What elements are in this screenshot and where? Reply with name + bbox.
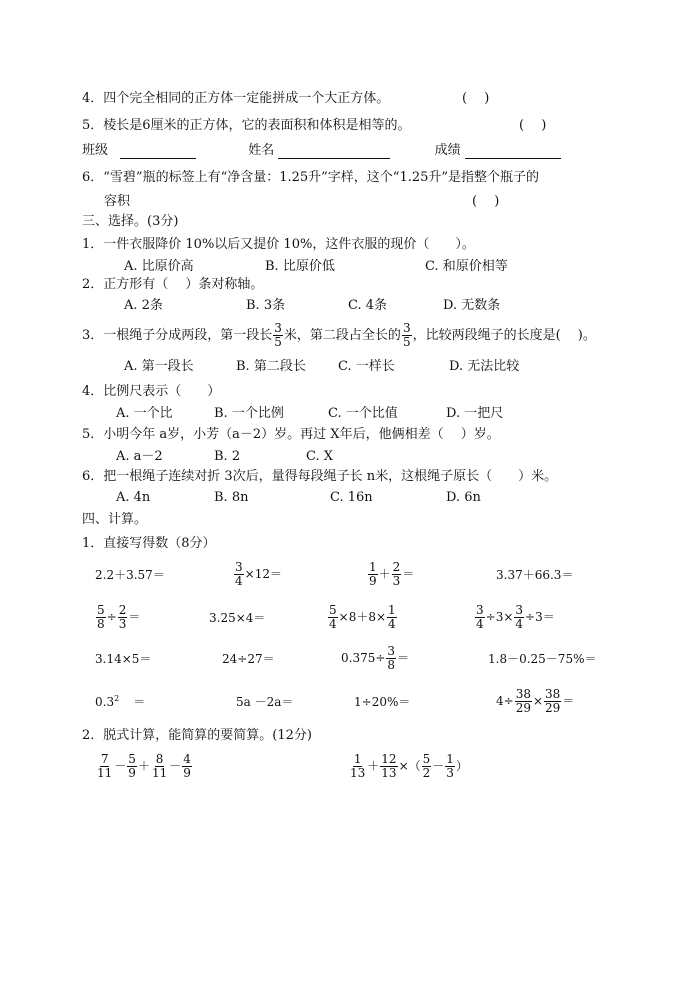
- step-calc-s1: [95, 752, 193, 780]
- numerator: 1: [369, 560, 377, 574]
- choice-q3-stem: [82, 322, 596, 350]
- judge-q4-text: 4．四个完全相同的正方体一定能拼成一个大正方体。: [82, 91, 390, 106]
- denominator: 5: [402, 335, 411, 349]
- operator: ＋: [367, 759, 380, 773]
- name-field[interactable]: [278, 144, 390, 159]
- numerator: 1: [353, 752, 362, 766]
- direct-calc-r1-c2: [233, 560, 282, 588]
- direct-calc-heading: 1．直接写得数（8分）: [82, 536, 216, 551]
- direct-calc-r3-c3: [341, 644, 409, 672]
- choice-q5-stem: 5．小明今年 a岁，小芳（a－2）岁。再过 X年后，他俩相差（ ）岁。: [82, 427, 500, 442]
- fraction: [151, 753, 168, 780]
- expression-head: 4÷: [496, 694, 514, 708]
- numerator: 1: [446, 752, 454, 766]
- choice-q3-option-a[interactable]: A. 第一段长: [124, 359, 194, 374]
- operator: ÷: [106, 610, 117, 624]
- fraction: [234, 561, 244, 588]
- choice-q5-option-a[interactable]: A. a－2: [116, 449, 163, 464]
- choice-q3-stem-part2: 米，第二段占全长的: [283, 328, 401, 343]
- denominator: 13: [350, 766, 366, 780]
- choice-q6-option-c[interactable]: C. 16n: [330, 490, 373, 505]
- expression-tail: ＝: [133, 695, 146, 709]
- choice-q6-stem: 6．把一根绳子连续对折 3次后，量得每段绳子长 n米，这根绳子原长（ ）米。: [82, 469, 558, 484]
- numerator: 2: [392, 560, 401, 574]
- numerator: 2: [118, 603, 127, 617]
- numerator: 7: [100, 752, 109, 766]
- denominator: 3: [392, 574, 401, 588]
- direct-calc-r4-c2: 5a －2a＝: [236, 695, 294, 709]
- direct-calc-r4-c4: [496, 687, 574, 715]
- fraction: [96, 753, 113, 780]
- choice-q5-option-b[interactable]: B. 2: [214, 449, 241, 464]
- denominator: 11: [151, 766, 168, 780]
- judge-q6-answer-paren[interactable]: ( ): [472, 194, 500, 209]
- denominator: 4: [476, 617, 484, 631]
- judge-q6-line2: 容积: [104, 194, 131, 209]
- expression-tail: ×12＝: [244, 567, 282, 581]
- choice-q2-option-d[interactable]: D. 无数条: [443, 298, 501, 313]
- numerator: 5: [329, 603, 337, 617]
- numerator: 38: [545, 687, 561, 701]
- direct-calc-r1-c1: 2.2＋3.57＝: [95, 568, 165, 582]
- expression-head: 0.375÷: [341, 651, 386, 665]
- expression-tail: ＝: [397, 651, 410, 665]
- direct-calc-r4-c1: [95, 694, 145, 710]
- denominator: 3: [446, 766, 454, 780]
- direct-calc-r3-c2: 24÷27＝: [222, 652, 275, 666]
- direct-calc-r2-c2: 3.25×4＝: [209, 611, 266, 625]
- judge-q5: [82, 118, 411, 134]
- denominator: 4: [329, 617, 337, 631]
- fraction: [349, 753, 366, 780]
- fraction: [387, 604, 397, 631]
- numerator: 3: [387, 644, 396, 658]
- expression-tail: ÷3＝: [525, 610, 555, 624]
- choice-q4-option-c[interactable]: C. 一个比值: [328, 406, 398, 421]
- denominator: 11: [97, 766, 113, 780]
- fraction: [380, 753, 397, 780]
- choice-q6-option-b[interactable]: B. 8n: [214, 490, 249, 505]
- step-calc-heading: 2．脱式计算，能简算的要简算。(12分): [82, 728, 312, 743]
- class-label: 班级: [82, 143, 109, 158]
- numerator: 3: [274, 321, 282, 335]
- operator: ＋: [137, 759, 150, 773]
- choice-q2-option-c[interactable]: C. 4条: [348, 298, 388, 313]
- score-field[interactable]: [465, 144, 561, 159]
- fraction: [127, 753, 137, 780]
- denominator: 8: [97, 617, 105, 631]
- denominator: 4: [388, 617, 396, 631]
- numerator: 3: [515, 603, 524, 617]
- judge-q5-answer-paren[interactable]: ( ): [519, 118, 547, 133]
- score-label: 成绩: [434, 143, 461, 158]
- fraction: [328, 604, 338, 631]
- direct-calc-r4-c3: 1÷20%＝: [354, 695, 411, 709]
- choice-q5-option-c[interactable]: C. X: [306, 449, 334, 464]
- denominator: 8: [387, 658, 396, 672]
- operator: －: [432, 759, 445, 773]
- direct-calc-r1-c4: 3.37＋66.3＝: [496, 568, 574, 582]
- fraction: [392, 561, 402, 588]
- fraction: [402, 322, 412, 349]
- direct-calc-r2-c1: [95, 603, 140, 631]
- numerator: 5: [128, 752, 136, 766]
- numerator: 3: [235, 560, 243, 574]
- numerator: 3: [402, 321, 411, 335]
- judge-q5-text: 5．棱长是6厘米的正方体，它的表面积和体积是相等的。: [82, 118, 411, 133]
- choice-q3-option-b[interactable]: B. 第二段长: [236, 359, 306, 374]
- choice-heading: 三、选择。(3分): [82, 214, 179, 229]
- choice-q1-option-b[interactable]: B. 比原价低: [265, 259, 335, 274]
- expression-tail: ＝: [128, 610, 141, 624]
- fraction: [368, 561, 378, 588]
- numerator: 5: [422, 752, 431, 766]
- choice-q4-stem: 4．比例尺表示（ ）: [82, 384, 221, 399]
- denominator: 2: [422, 766, 431, 780]
- choice-q3-stem-part3: ，比较两段绳子的长度是( )。: [412, 328, 596, 343]
- judge-q4: [82, 91, 389, 107]
- step-calc-s2: [348, 752, 468, 780]
- direct-calc-r3-c4: 1.8－0.25－75%＝: [488, 652, 597, 666]
- choice-q2-option-b[interactable]: B. 3条: [246, 298, 286, 313]
- numerator: 8: [155, 752, 164, 766]
- direct-calc-r2-c4: [474, 603, 555, 631]
- fraction: [182, 753, 192, 780]
- operator: ＋: [378, 567, 391, 581]
- fraction: [445, 753, 455, 780]
- fraction: [273, 322, 283, 349]
- direct-calc-r2-c3: [327, 603, 398, 631]
- numerator: 4: [183, 752, 191, 766]
- choice-q3-option-d[interactable]: D. 无法比较: [449, 359, 520, 374]
- numerator: 38: [515, 687, 531, 701]
- operator: －: [114, 759, 127, 773]
- denominator: 9: [128, 766, 136, 780]
- fraction: [515, 688, 532, 715]
- choice-q4-option-a[interactable]: A. 一个比: [116, 406, 173, 421]
- operator: ×: [532, 694, 544, 708]
- power-exponent: 2: [114, 694, 120, 703]
- fraction: [386, 645, 396, 672]
- denominator: 5: [274, 335, 282, 349]
- numerator: 5: [97, 603, 105, 617]
- choice-q1-option-a[interactable]: A. 比原价高: [124, 259, 194, 274]
- direct-calc-r1-c3: [367, 560, 414, 588]
- operator: －: [169, 759, 182, 773]
- choice-q6-option-a[interactable]: A. 4n: [116, 490, 151, 505]
- choice-q4-option-d[interactable]: D. 一把尺: [446, 406, 504, 421]
- expression-middle: ×8＋8×: [338, 610, 387, 624]
- class-field[interactable]: [120, 144, 196, 159]
- judge-q6-line1: 6．“雪碧”瓶的标签上有“净含量：1.25升”字样，这个“1.25升”是指整个瓶子的: [82, 170, 540, 185]
- expression-tail: ＝: [402, 567, 415, 581]
- denominator: 9: [183, 766, 191, 780]
- fraction: [544, 688, 561, 715]
- fraction: [422, 753, 432, 780]
- denominator: 4: [235, 574, 243, 588]
- choice-q1-stem: 1．一件衣服降价 10%以后又提价 10%，这件衣服的现价（ ）。: [82, 237, 475, 252]
- denominator: 29: [545, 701, 561, 715]
- numerator: 1: [388, 603, 396, 617]
- expression-tail: ＝: [562, 694, 575, 708]
- choice-q4-option-b[interactable]: B. 一个比例: [214, 406, 284, 421]
- direct-calc-r3-c1: 3.14×5＝: [95, 652, 152, 666]
- expression-middle: ÷3×: [485, 610, 514, 624]
- name-label: 姓名: [248, 143, 275, 158]
- choice-q6-option-d[interactable]: D. 6n: [446, 490, 481, 505]
- calc-heading: 四、计算。: [82, 512, 148, 527]
- fraction: [475, 604, 485, 631]
- denominator: 3: [118, 617, 127, 631]
- numerator: 3: [476, 603, 484, 617]
- fraction: [96, 604, 106, 631]
- denominator: 4: [515, 617, 524, 631]
- choice-q2-stem: 2．正方形有（ ）条对称轴。: [82, 277, 264, 292]
- student-info-row: [82, 143, 561, 159]
- choice-q1-option-c[interactable]: C. 和原价相等: [425, 259, 508, 274]
- choice-q2-option-a[interactable]: A. 2条: [124, 298, 163, 313]
- denominator: 29: [515, 701, 531, 715]
- numerator: 12: [381, 752, 397, 766]
- judge-q4-answer-paren[interactable]: ( ): [462, 91, 490, 106]
- denominator: 9: [369, 574, 377, 588]
- fraction: [118, 604, 128, 631]
- choice-q3-stem-part1: 3．一根绳子分成两段，第一段长: [82, 328, 273, 343]
- operator: ）: [455, 759, 468, 773]
- denominator: 13: [381, 766, 397, 780]
- power-base: 0.3: [95, 695, 115, 709]
- fraction: [514, 604, 524, 631]
- operator: ×（: [398, 759, 421, 773]
- choice-q3-option-c[interactable]: C. 一样长: [338, 359, 395, 374]
